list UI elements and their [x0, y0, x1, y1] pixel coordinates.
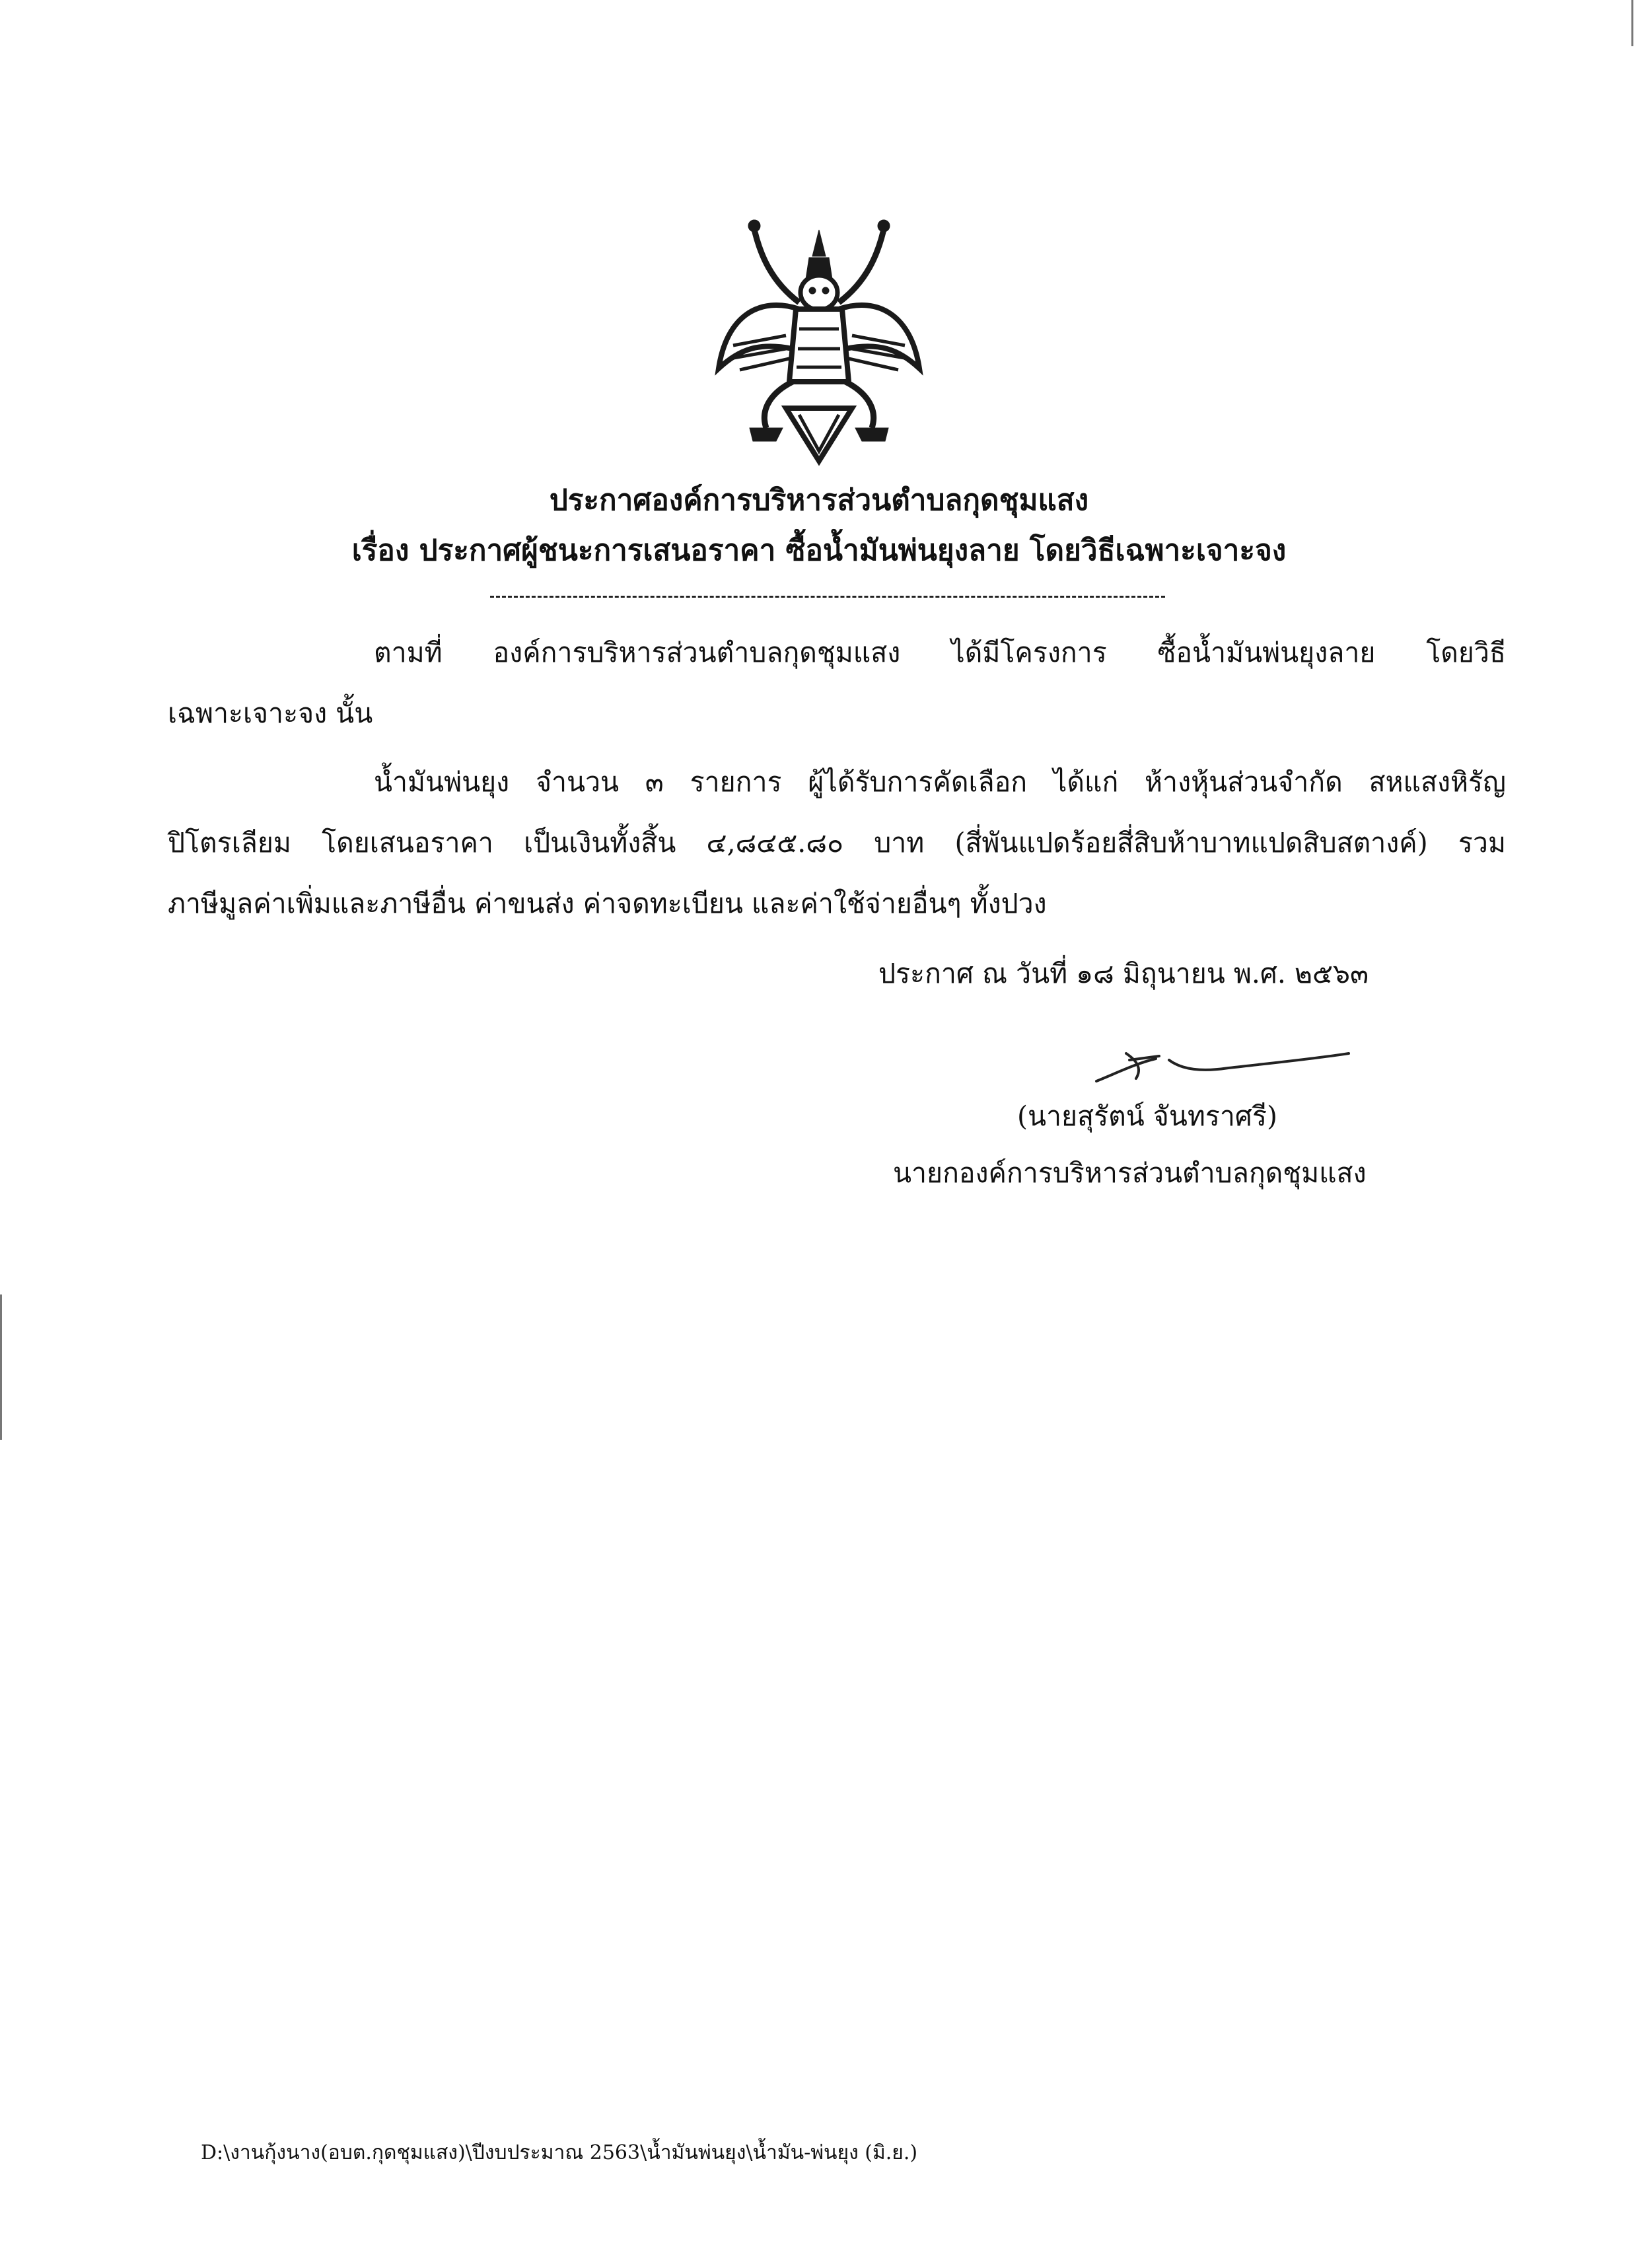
- p2-word: โดยเสนอราคา: [322, 827, 493, 859]
- p2-word: ห้างหุ้นส่วนจำกัด: [1145, 766, 1343, 798]
- p2-word: ผู้ได้รับการคัดเลือก: [808, 766, 1028, 798]
- p2-word: ๓: [645, 766, 664, 798]
- p2-word: เป็นเงินทั้งสิ้น: [524, 827, 676, 859]
- p1-word: ซื้อน้ำมันพ่นยุงลาย: [1157, 637, 1376, 668]
- handwritten-signature-icon: [1090, 1034, 1354, 1086]
- p2-word: รายการ: [690, 766, 782, 798]
- p1-word: ได้มีโครงการ: [951, 637, 1107, 668]
- p1-word: ตามที่: [374, 637, 443, 668]
- paragraph-2-line-2: [168, 824, 1506, 861]
- scan-edge-mark: [0, 1294, 2, 1440]
- p2-word: ปิโตรเลียม: [168, 827, 291, 859]
- signer-position: นายกองค์การบริหารส่วนตำบลกุดชุมแสง: [893, 1157, 1367, 1189]
- paragraph-2-line-1: [374, 763, 1506, 800]
- announcement-title: ประกาศองค์การบริหารส่วนตำบลกุดชุมแสง: [549, 483, 1089, 517]
- file-path-footer: D:\งานกุ้งนาง(อบต.กุดชุมแสง)\ปีงบประมาณ 2563\น้ำมันพ่นยุง\น้ำมัน-พ่นยุง (มิ.ย.): [201, 2141, 918, 2164]
- p2-word: ได้แก่: [1053, 766, 1119, 798]
- paragraph-1-line-2: เฉพาะเจาะจง นั้น: [168, 697, 373, 729]
- paragraph-1-line-1: [374, 634, 1506, 671]
- signer-name: (นายสุรัตน์ จันทราศรี): [1017, 1100, 1277, 1132]
- price-in-words: (สี่พันแปดร้อยสี่สิบห้าบาทแปดสิบสตางค์): [954, 827, 1428, 859]
- paragraph-2-line-3: ภาษีมูลค่าเพิ่มและภาษีอื่น ค่าขนส่ง ค่าจดทะเบียน และค่าใช้จ่ายอื่นๆ ทั้งปวง: [168, 888, 1047, 919]
- p2-word: จำนวน: [535, 766, 620, 798]
- p2-word: รวม: [1458, 827, 1506, 859]
- p2-word: น้ำมันพ่นยุง: [374, 766, 510, 798]
- scan-edge-mark: [1631, 0, 1633, 46]
- price-amount: ๔,๘๔๕.๘๐: [706, 827, 843, 859]
- announcement-date: ประกาศ ณ วันที่ ๑๘ มิถุนายน พ.ศ. ๒๕๖๓: [878, 958, 1369, 989]
- p2-word: บาท: [874, 827, 925, 859]
- p1-word: องค์การบริหารส่วนตำบลกุดชุมแสง: [493, 637, 901, 668]
- announcement-subject: เรื่อง ประกาศผู้ชนะการเสนอราคา ซื้อน้ำมันพ่นยุงลาย โดยวิธีเฉพาะเจาะจง: [351, 534, 1287, 567]
- p2-word: สหแสงหิรัญ: [1369, 766, 1506, 798]
- garuda-emblem-icon: [713, 217, 925, 468]
- p1-word: โดยวิธี: [1426, 637, 1506, 668]
- title-separator: [490, 596, 1165, 598]
